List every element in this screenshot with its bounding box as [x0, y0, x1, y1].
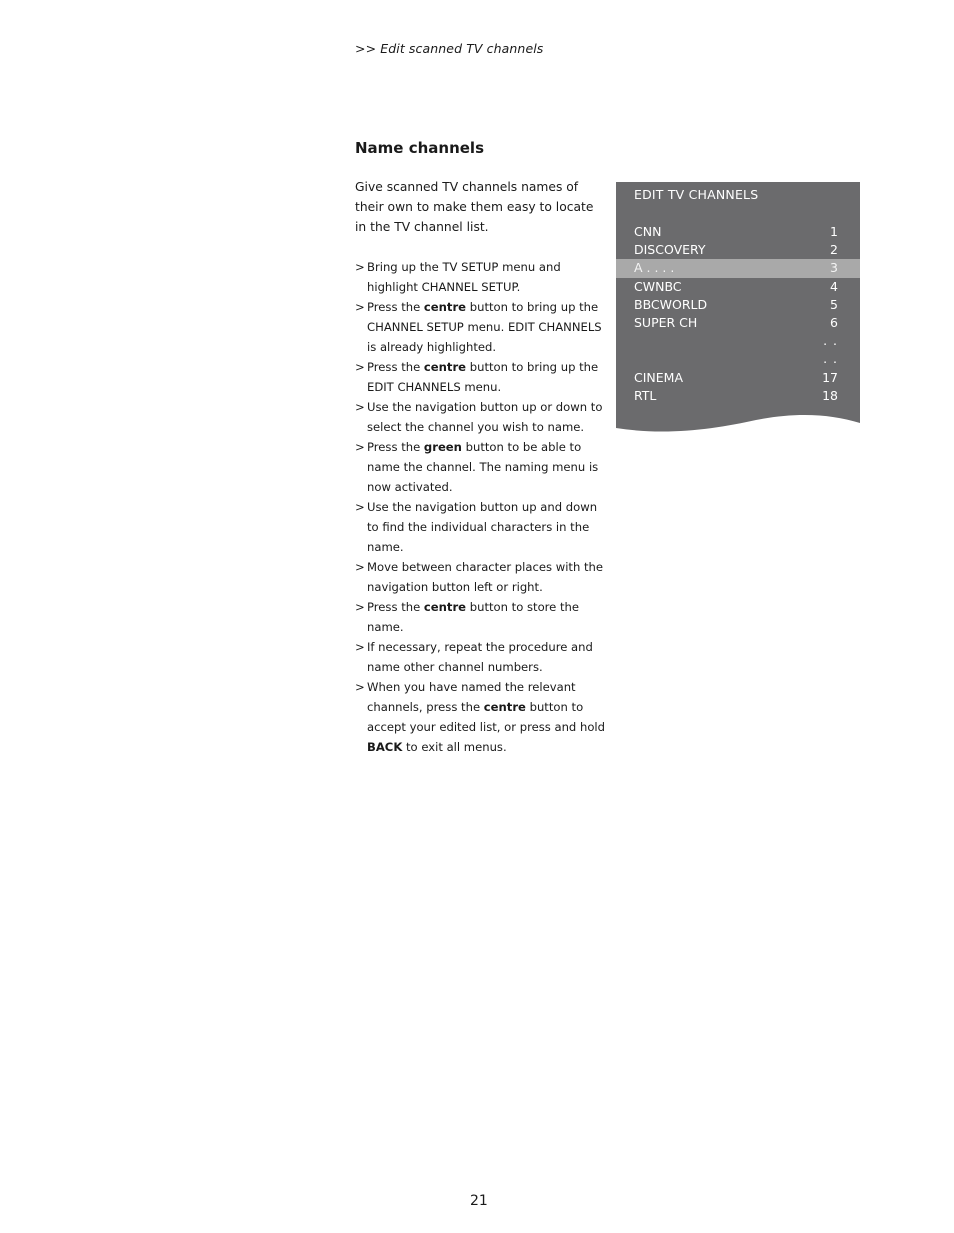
channel-number: 2 [830, 242, 838, 258]
step-keyword: centre [483, 700, 526, 714]
instruction-step [355, 557, 605, 597]
channel-row[interactable] [616, 296, 860, 314]
step-keyword: green [423, 440, 462, 454]
step-arrow: > [355, 500, 365, 514]
step-text: button to store the name. [367, 600, 580, 634]
step-text: Press the [367, 600, 424, 614]
channel-name: A . . . . [634, 260, 675, 276]
menu-title: EDIT TV CHANNELS [634, 187, 759, 202]
instruction-step [355, 257, 605, 297]
channel-name: CNN [634, 224, 662, 239]
instruction-step [355, 437, 605, 497]
step-text: When you have named the relevant channels, press the [367, 680, 576, 714]
instruction-steps [355, 257, 605, 757]
channel-number: 18 [822, 387, 838, 403]
step-arrow: > [355, 360, 365, 374]
channel-row[interactable] [616, 278, 860, 296]
channel-name: SUPER CH [634, 314, 698, 330]
instruction-step [355, 397, 605, 437]
page-number: 21 [470, 1193, 488, 1209]
channel-list [616, 223, 860, 405]
channel-number: 3 [830, 260, 838, 276]
section-heading: Name channels [355, 139, 484, 157]
channel-row-selected[interactable] [616, 259, 860, 277]
step-text: Use the navigation button up and down to find the individual characters in the name. [367, 500, 598, 554]
instruction-step [355, 497, 605, 557]
channel-row[interactable] [616, 350, 860, 368]
channel-row[interactable] [616, 369, 860, 387]
channel-name: RTL [634, 387, 657, 403]
instruction-step [355, 597, 605, 637]
channel-number: 4 [830, 278, 838, 294]
step-text: If necessary, repeat the procedure and name other channel numbers. [367, 640, 593, 674]
step-keyword: centre [423, 360, 467, 374]
instruction-step [355, 297, 605, 357]
instruction-step [355, 357, 605, 397]
step-text: button to bring up the CHANNEL SETUP menu. EDIT CHANNELS is already highlighted. [367, 300, 602, 354]
channel-row[interactable] [616, 332, 860, 350]
step-arrow: > [355, 260, 365, 274]
step-keyword: BACK [367, 740, 403, 754]
breadcrumb: >> Edit scanned TV channels [355, 41, 544, 56]
channel-name: CWNBC [634, 278, 682, 294]
channel-number: 5 [830, 296, 838, 312]
step-arrow: > [355, 300, 365, 314]
step-keyword: centre [423, 600, 467, 614]
step-text: to exit all menus. [402, 740, 507, 754]
step-text: Press the [367, 360, 424, 374]
intro-paragraph: Give scanned TV channels names of their own to make them easy to locate in the TV channel list. [355, 180, 594, 234]
channel-row[interactable] [616, 241, 860, 259]
channel-number: 1 [830, 224, 838, 239]
step-arrow: > [355, 680, 365, 694]
step-text: Use the navigation button up or down to select the channel you wish to name. [367, 400, 603, 434]
channel-name: DISCOVERY [634, 242, 706, 258]
channel-number: 6 [830, 314, 838, 330]
step-text: Bring up the TV SETUP menu and highlight CHANNEL SETUP. [367, 260, 561, 294]
step-arrow: > [355, 560, 365, 574]
step-text: Press the [367, 300, 424, 314]
step-arrow: > [355, 440, 365, 454]
channel-number: . . [823, 351, 838, 367]
step-text: Move between character places with the navigation button left or right. [367, 560, 604, 594]
channel-number: 17 [822, 369, 838, 385]
step-arrow: > [355, 600, 365, 614]
step-text: button to be able to name the channel. The naming menu is now activated. [367, 440, 599, 494]
step-text: button to accept your edited list, or press and hold [367, 700, 606, 734]
step-arrow: > [355, 640, 365, 654]
step-keyword: centre [423, 300, 467, 314]
instruction-step [355, 637, 605, 677]
channel-number: . . [823, 333, 838, 349]
step-text: button to bring up the EDIT CHANNELS menu. [367, 360, 599, 394]
channel-name: BBCWORLD [634, 296, 708, 312]
channel-row[interactable] [616, 223, 860, 241]
channel-row[interactable] [616, 314, 860, 332]
instruction-step [355, 677, 605, 757]
channel-row[interactable] [616, 387, 860, 405]
step-arrow: > [355, 400, 365, 414]
edit-tv-channels-menu [616, 182, 860, 434]
channel-name: CINEMA [634, 369, 683, 385]
step-text: Press the [367, 440, 424, 454]
